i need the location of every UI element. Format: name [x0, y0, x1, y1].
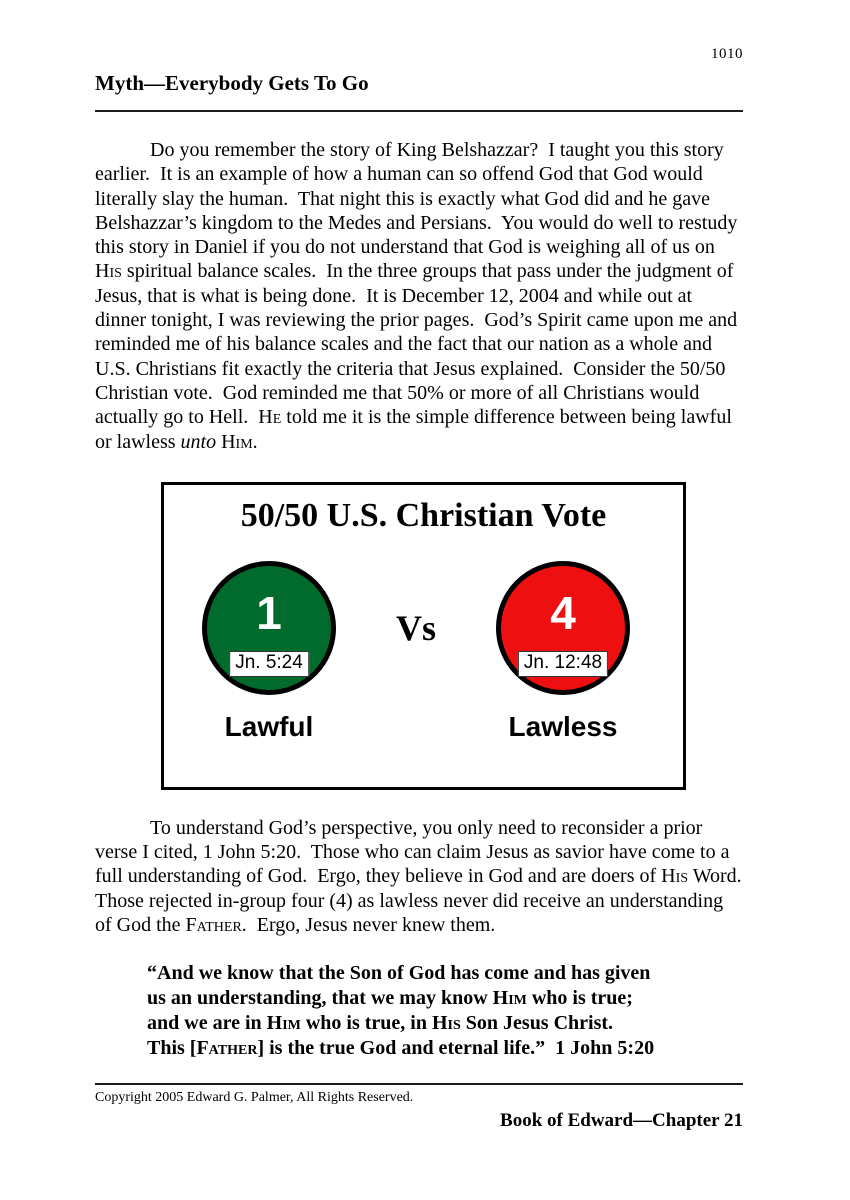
- lawless-verse-tag: Jn. 12:48: [518, 651, 608, 677]
- lawless-group-number: 4: [550, 586, 576, 639]
- lawful-circle: [202, 561, 336, 695]
- figure-title: 50/50 U.S. Christian Vote: [240, 496, 607, 534]
- figure-circles-row: [164, 561, 683, 695]
- page-title: Myth—Everybody Gets To Go: [95, 71, 369, 95]
- paragraph-belshazzar: Do you remember the story of King Belshazzar? I taught you this story earlier. It is an example of how a human can so offend God that God would literally slay the human. That night this is exactly what God did and he gave Belshazzar’s kingdom to the Medes and Persians. You would do well to restudy this story in Daniel if you do not understand that God is weighing all of us on His spiritual balance scales. In the three groups that pass under the judgment of Jesus, that is what is being done. It is December 12, 2004 and while out at dinner tonight, I was reviewing the prior pages. God’s Spirit came upon me and reminded me of his balance scales and the fact that our nation as a whole and U.S. Christians fit exactly the criteria that Jesus explained. Consider the 50/50 Christian vote. God reminded me that 50% or more of all Christians would actually go to Hell. He told me it is the simple difference between being lawful or lawless unto Him.: [95, 139, 743, 453]
- lawful-label: Lawful: [224, 710, 314, 742]
- lawful-group-number: 1: [256, 586, 282, 639]
- quote-line-1: “And we know that the Son of God has come and has given: [147, 962, 651, 985]
- copyright-line: Copyright 2005 Edward G. Palmer, All Rights Reserved.: [95, 1089, 414, 1105]
- lawless-circle-cell: [496, 561, 630, 695]
- lawless-circle: [496, 561, 630, 695]
- page-content: [95, 0, 752, 1132]
- lawful-verse-tag: Jn. 5:24: [229, 651, 309, 677]
- paragraph-gods-perspective: To understand God’s perspective, you only need to reconsider a prior verse I cited, 1 John 5:20. Those who can claim Jesus as savior have come to a full understanding of God. Ergo, they believe in God and are doers of His Word. Those rejected in-group four (4) as lawless never did receive an understanding of God the Father. Ergo, Jesus never knew them.: [95, 816, 752, 937]
- header-divider: [95, 110, 743, 112]
- lawful-circle-cell: [202, 561, 336, 695]
- quote-line-3: and we are in Him who is true, in His Son Jesus Christ.: [147, 1012, 614, 1035]
- figure-labels-row: [164, 711, 683, 743]
- scripture-quote: [147, 961, 743, 1061]
- book-chapter-line: Book of Edward—Chapter 21: [500, 1109, 743, 1131]
- quote-line-2: us an understanding, that we may know Him who is true;: [147, 987, 633, 1010]
- christian-vote-figure: [161, 482, 686, 790]
- labels-spacer: [336, 711, 496, 743]
- lawless-label: Lawless: [508, 710, 618, 742]
- vs-label: Vs: [395, 607, 436, 648]
- footer-divider: [95, 1083, 743, 1085]
- page-number: 1010: [711, 46, 743, 62]
- quote-line-4: This [Father] is the true God and eternal life.” 1 John 5:20: [147, 1037, 655, 1060]
